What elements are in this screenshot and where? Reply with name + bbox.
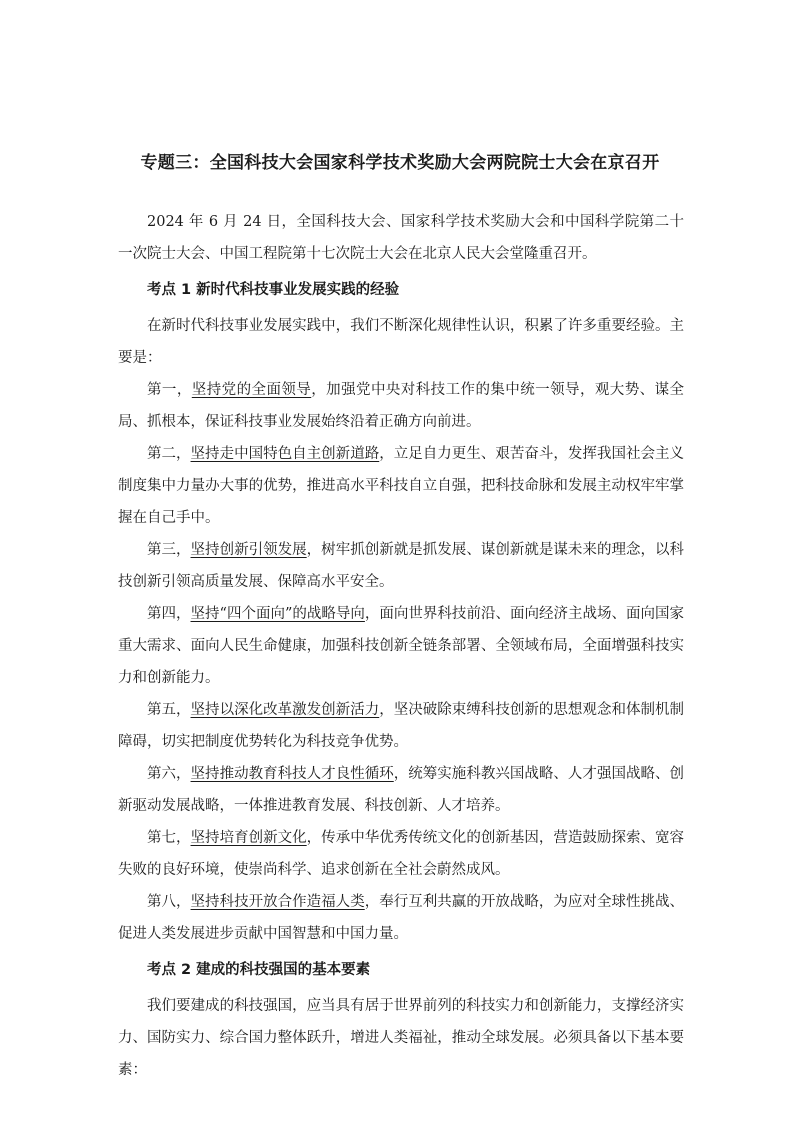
list-item: 第七，坚持培育创新文化，传承中华优秀传统文化的创新基因，营造鼓励探索、宽容失败的良好环境，使崇尚科学、追求创新在全社会蔚然成风。 [118, 830, 685, 878]
key-phrase: 坚持科技开放合作造福人类 [190, 894, 365, 910]
list-item: 第三，坚持创新引领发展，树牢抓创新就是抓发展、谋创新就是谋未来的理念，以科技创新引领高质量发展、保障高水平安全。 [118, 542, 685, 590]
intro-paragraph: 2024 年 6 月 24 日，全国科技大会、国家科学技术奖励大会和中国科学院第二十一次院士大会、中国工程院第十七次院士大会在北京人民大会堂隆重召开。 [118, 214, 684, 262]
list-item: 第二，坚持走中国特色自主创新道路，立足自力更生、艰苦奋斗，发挥我国社会主义制度集中力量办大事的优势，推进高水平科技自立自强，把科技命脉和发展主动权牢牢掌握在自己手中。 [118, 446, 685, 526]
section1-heading: 考点 1 新时代科技事业发展实践的经验 [147, 282, 400, 298]
section2-lead: 我们要建成的科技强国，应当具有居于世界前列的科技实力和创新能力，支撑经济实力、国防实力、综合国力整体跃升，增进人类福祉，推动全球发展。必须具备以下基本要素： [118, 998, 684, 1078]
list-item: 第六，坚持推动教育科技人才良性循环，统筹实施科教兴国战略、人才强国战略、创新驱动发展战略，一体推进教育发展、科技创新、人才培养。 [118, 766, 685, 814]
list-item: 第四，坚持“四个面向”的战略导向，面向世界科技前沿、面向经济主战场、面向国家重大需求、面向人民生命健康，加强科技创新全链条部署、全领域布局，全面增强科技实力和创新能力。 [118, 606, 685, 686]
key-phrase: 坚持创新引领发展 [190, 542, 307, 558]
key-phrase: 坚持以深化改革激发创新活力 [190, 702, 380, 718]
list-item: 第八，坚持科技开放合作造福人类，奉行互利共赢的开放战略，为应对全球性挑战、促进人类发展进步贡献中国智慧和中国力量。 [118, 894, 685, 942]
key-phrase: 坚持走中国特色自主创新道路 [190, 446, 380, 462]
section1-lead: 在新时代科技事业发展实践中，我们不断深化规律性认识，积累了许多重要经验。主要是： [118, 318, 684, 366]
section2-heading: 考点 2 建成的科技强国的基本要素 [147, 962, 371, 978]
key-phrase: 坚持推动教育科技人才良性循环 [190, 766, 394, 782]
key-phrase: 坚持培育创新文化 [190, 830, 307, 846]
key-phrase: 坚持党的全面领导 [191, 382, 312, 398]
list-item: 第五，坚持以深化改革激发创新活力，坚决破除束缚科技创新的思想观念和体制机制障碍，切实把制度优势转化为科技竞争优势。 [118, 702, 685, 750]
key-phrase: 坚持“四个面向”的战略导向 [190, 606, 365, 622]
list-item: 第一，坚持党的全面领导，加强党中央对科技工作的集中统一领导，观大势、谋全局、抓根本，保证科技事业发展始终沿着正确方向前进。 [118, 382, 685, 430]
page-title: 专题三：全国科技大会国家科学技术奖励大会两院院士大会在京召开 [140, 153, 660, 173]
